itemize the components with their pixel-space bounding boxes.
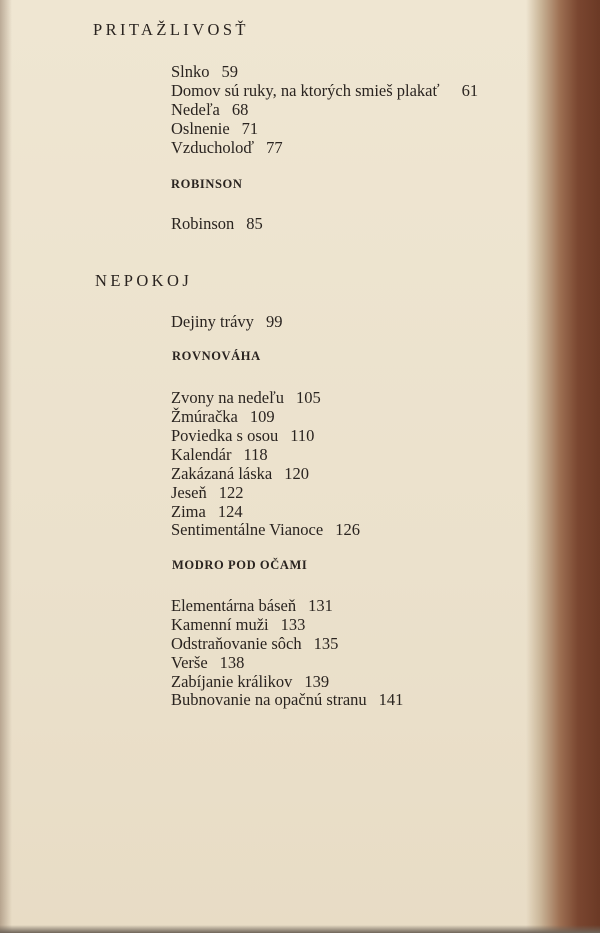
- subsection-title-robinson: ROBINSON: [171, 177, 243, 191]
- entry-title: Kalendár: [171, 445, 232, 464]
- entry-page: 68: [231, 100, 249, 119]
- entry-page: 99: [265, 312, 283, 331]
- entry-page: 118: [243, 445, 268, 464]
- entry-title: Bubnovanie na opačnú stranu: [171, 690, 367, 709]
- entry-title: Odstraňovanie sôch: [171, 634, 302, 653]
- page-bottom-edge: [0, 925, 600, 933]
- entry-title: Domov sú ruky, na ktorých smieš plakať: [171, 81, 440, 100]
- entry-page: 138: [219, 653, 245, 672]
- toc-entry: [171, 672, 329, 691]
- toc-entry: [171, 615, 305, 634]
- entry-title: Zvony na nedeľu: [171, 388, 285, 407]
- toc-entry: [171, 81, 478, 100]
- entry-title: Kamenní muži: [171, 615, 269, 634]
- entry-title: Zima: [171, 502, 206, 521]
- section-title-pritazlivost: PRITAŽLIVOSŤ: [93, 20, 249, 39]
- toc-entry: [171, 634, 338, 653]
- toc-entry: [171, 445, 268, 464]
- toc-entry: [171, 407, 275, 426]
- toc-entry: [171, 502, 243, 521]
- toc-entry: [171, 214, 263, 233]
- entry-page: 133: [280, 615, 306, 634]
- subsection-title-modro-pod-ocami: MODRO POD OČAMI: [172, 558, 308, 572]
- entry-page: 105: [296, 388, 321, 407]
- toc-entry: [171, 119, 258, 138]
- toc-entry: [171, 690, 403, 709]
- toc-entry: [171, 388, 321, 407]
- section-title-nepokoj: NEPOKOJ: [95, 271, 193, 290]
- entry-page: 59: [221, 62, 239, 81]
- entry-page: 122: [218, 483, 244, 502]
- entry-page: 131: [308, 596, 333, 615]
- entry-title: Sentimentálne Vianoce: [171, 520, 324, 539]
- entry-page: 61: [461, 81, 479, 100]
- entry-title: Poviedka s osou: [171, 426, 279, 445]
- toc-entry: [171, 653, 244, 672]
- entry-page: 109: [249, 407, 275, 426]
- toc-entry: [171, 483, 244, 502]
- entry-page: 85: [246, 214, 263, 233]
- entry-title: Dejiny trávy: [171, 312, 254, 331]
- entry-page: 126: [335, 520, 360, 539]
- toc-entry: [171, 62, 238, 81]
- entry-title: Elementárna báseň: [171, 596, 297, 615]
- entry-page: 124: [217, 502, 243, 521]
- entry-title: Verše: [171, 653, 208, 672]
- entry-page: 110: [290, 426, 315, 445]
- entry-title: Robinson: [171, 214, 235, 233]
- toc-entry: [171, 312, 282, 331]
- entry-page: 77: [266, 138, 283, 157]
- entry-title: Zakázaná láska: [171, 464, 273, 483]
- entry-page: 141: [378, 690, 404, 709]
- toc-entry: [171, 596, 333, 615]
- toc-entry: [171, 138, 283, 157]
- toc-entry: [171, 426, 314, 445]
- entry-page: 71: [241, 119, 259, 138]
- book-spine-shadow: [526, 0, 600, 933]
- entry-page: 135: [313, 634, 339, 653]
- subsection-title-rovnovaha: ROVNOVÁHA: [172, 349, 261, 363]
- entry-page: 139: [304, 672, 330, 691]
- entry-title: Žmúračka: [171, 407, 238, 426]
- toc-entry: [171, 520, 360, 539]
- entry-page: 120: [284, 464, 309, 483]
- entry-title: Slnko: [171, 62, 210, 81]
- entry-title: Oslnenie: [171, 119, 230, 138]
- entry-title: Nedeľa: [171, 100, 220, 119]
- toc-entry: [171, 464, 309, 483]
- entry-title: Jeseň: [171, 483, 207, 502]
- entry-title: Zabíjanie králikov: [171, 672, 293, 691]
- entry-title: Vzducholoď: [171, 138, 255, 157]
- toc-entry: [171, 100, 248, 119]
